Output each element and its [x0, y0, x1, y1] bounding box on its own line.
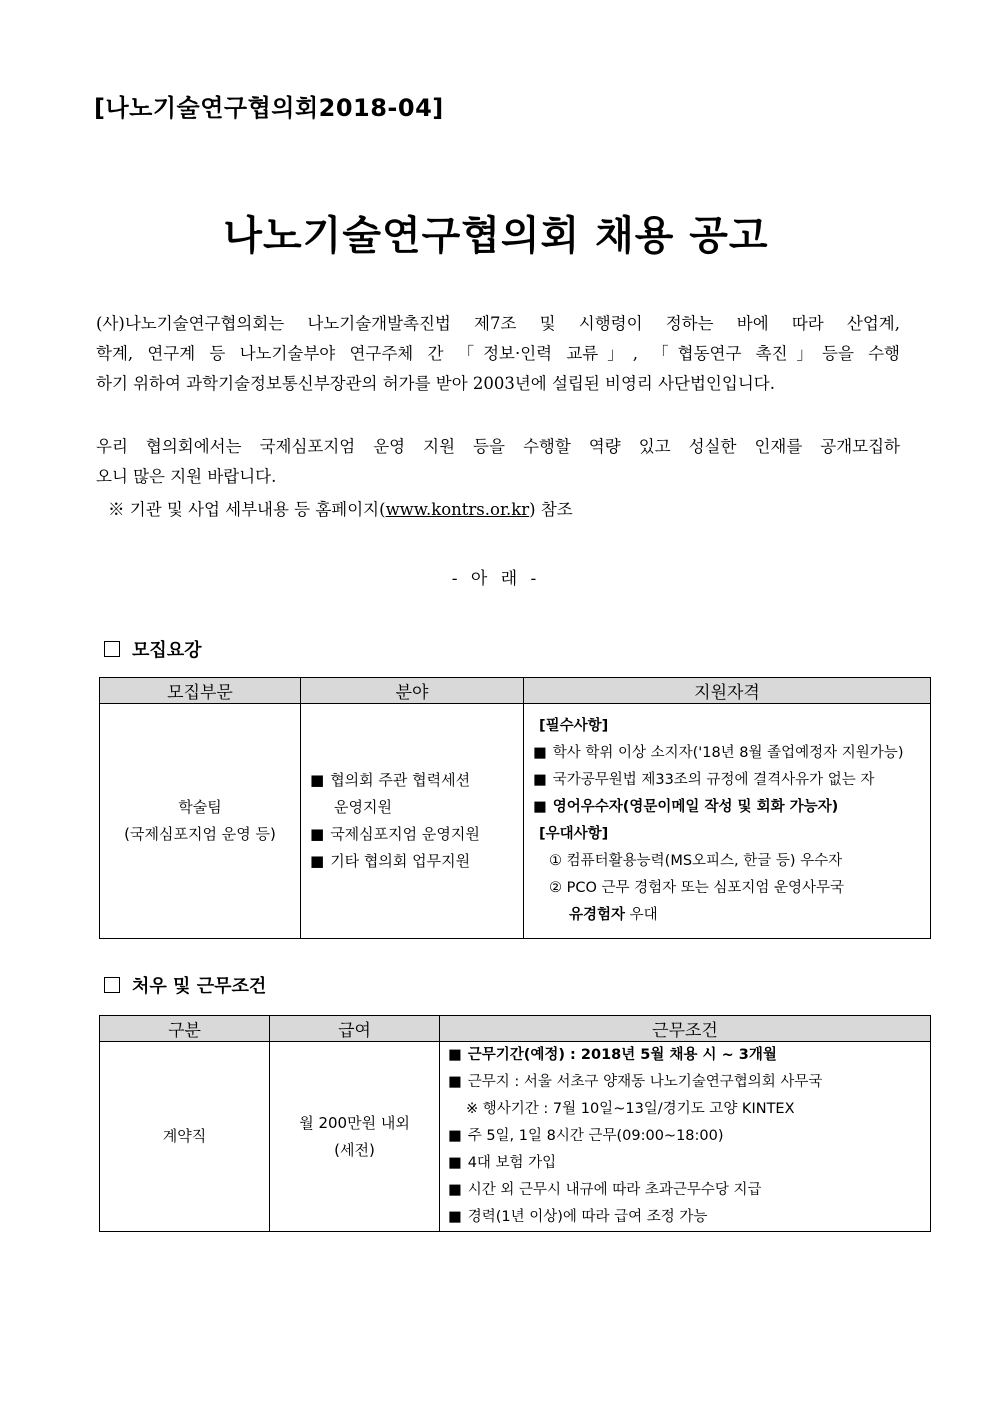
list-item: ■ 기타 협의회 업무지원: [310, 852, 471, 870]
bullet-square-icon: ■: [448, 1209, 462, 1225]
conditions-table: [99, 1015, 931, 1232]
header-qualification: 지원자격: [524, 678, 931, 704]
list-item: ■ 국가공무원법 제33조의 규정에 결격사유가 없는 자: [533, 772, 875, 788]
list-item: ■ 시간 외 근무시 내규에 따라 초과근무수당 지급: [448, 1182, 762, 1198]
table-row: [100, 1042, 931, 1232]
list-item: ■ 근무기간(예정) : 2018년 5월 채용 시 ~ 3개월: [448, 1047, 777, 1063]
homepage-link[interactable]: www.kontrs.or.kr: [385, 500, 530, 519]
employment-type-cell: 계약직: [100, 1042, 270, 1232]
section-title: 모집요강: [132, 640, 202, 661]
qualification-cell: [524, 704, 931, 939]
header-department: 모집부문: [100, 678, 301, 704]
checkbox-square-icon: [104, 641, 120, 657]
bullet-square-icon: ■: [310, 852, 325, 870]
bullet-square-icon: ■: [310, 825, 325, 843]
list-item: ② PCO 근무 경험자 또는 심포지엄 운영사무국: [549, 880, 845, 896]
header-salary: 급여: [270, 1016, 440, 1042]
intro-line: 오니 많은 지원 바랍니다.: [96, 467, 277, 486]
intro-line: 우리 협의회에서는 국제심포지엄 운영 지원 등을 수행할 역량 있고 성실한 인재를 공개모집하: [96, 437, 900, 456]
bullet-square-icon: ■: [448, 1074, 462, 1090]
header-conditions: 근무조건: [440, 1016, 931, 1042]
bullet-square-icon: ■: [533, 745, 547, 761]
recruitment-table: [99, 677, 931, 939]
section-conditions-heading: [104, 972, 266, 998]
qualification-list: [524, 713, 930, 929]
department-detail: (국제심포지엄 운영 등): [124, 825, 276, 843]
table-row: [100, 704, 931, 939]
list-item: ■ 협의회 주관 협력세션: [310, 771, 471, 789]
intro-line: 하기 위하여 과학기술정보통신부장관의 허가를 받아 2003년에 설립된 비영리 사단법인입니다.: [96, 374, 775, 393]
salary-cell: [270, 1042, 440, 1232]
bullet-square-icon: ■: [448, 1128, 462, 1144]
note-text-after: ) 참조: [529, 500, 573, 519]
note-text-before: 기관 및 사업 세부내용 등 홈페이지(: [129, 500, 386, 519]
bullet-square-icon: ■: [533, 799, 547, 815]
separator-heading: - 아 래 -: [451, 569, 541, 589]
list-item: ■ 주 5일, 1일 8시간 근무(09:00~18:00): [448, 1128, 724, 1144]
reference-mark-icon: ※: [108, 500, 125, 519]
list-item: ■ 경력(1년 이상)에 따라 급여 조정 가능: [448, 1209, 708, 1225]
salary-note: (세전): [334, 1140, 375, 1159]
section-recruitment-heading: [104, 636, 202, 662]
bullet-square-icon: ■: [533, 772, 547, 788]
bullet-square-icon: ■: [448, 1047, 462, 1063]
bullet-square-icon: ■: [310, 771, 325, 789]
department-name: 학술팀: [178, 798, 222, 816]
preferred-label: [우대사항]: [539, 826, 609, 842]
list-item: ■ 근무지 : 서울 서초구 양재동 나노기술연구협의회 사무국: [448, 1074, 823, 1090]
header-category: 구분: [100, 1016, 270, 1042]
intro-line: 학계, 연구계 등 나노기술부야 연구주체 간 「정보·인력 교류」, 「협동연구 촉진」등을 수행: [96, 344, 900, 363]
table-header-row: [100, 678, 931, 704]
list-item: 유경험자 우대: [569, 907, 658, 923]
conditions-cell: [440, 1042, 931, 1232]
field-list: [301, 767, 523, 875]
intro-paragraph-2: [96, 432, 900, 492]
list-item: ■ 국제심포지엄 운영지원: [310, 825, 480, 843]
list-item: ■ 4대 보험 가입: [448, 1155, 557, 1171]
document-code: [나노기술연구협의회2018-04]: [94, 94, 444, 122]
intro-line: (사)나노기술연구협의회는 나노기술개발촉진법 제7조 및 시행령이 정하는 바에 따라 산업계,: [96, 314, 900, 333]
table-header-row: [100, 1016, 931, 1042]
list-item: ※ 행사기간 : 7월 10일~13일/경기도 고양 KINTEX: [466, 1101, 795, 1117]
list-item: ■ 학사 학위 이상 소지자('18년 8월 졸업예정자 지원가능): [533, 745, 904, 761]
bullet-square-icon: ■: [448, 1182, 462, 1198]
list-item: 운영지원: [334, 798, 392, 816]
list-item: ■ 영어우수자(영문이메일 작성 및 회화 가능자): [533, 799, 839, 815]
required-label: [필수사항]: [539, 718, 609, 734]
page-title: 나노기술연구협의회 채용 공고: [223, 213, 769, 259]
homepage-note: [108, 496, 573, 520]
field-cell: [301, 704, 524, 939]
salary-amount: 월 200만원 내외: [299, 1113, 410, 1132]
conditions-list: [440, 1042, 930, 1231]
intro-paragraph-1: [96, 309, 900, 399]
bullet-square-icon: ■: [448, 1155, 462, 1171]
header-field: 분야: [301, 678, 524, 704]
department-cell: [100, 704, 301, 939]
section-title: 처우 및 근무조건: [132, 976, 267, 997]
checkbox-square-icon: [104, 977, 120, 993]
list-item: ① 컴퓨터활용능력(MS오피스, 한글 등) 우수자: [549, 853, 843, 869]
